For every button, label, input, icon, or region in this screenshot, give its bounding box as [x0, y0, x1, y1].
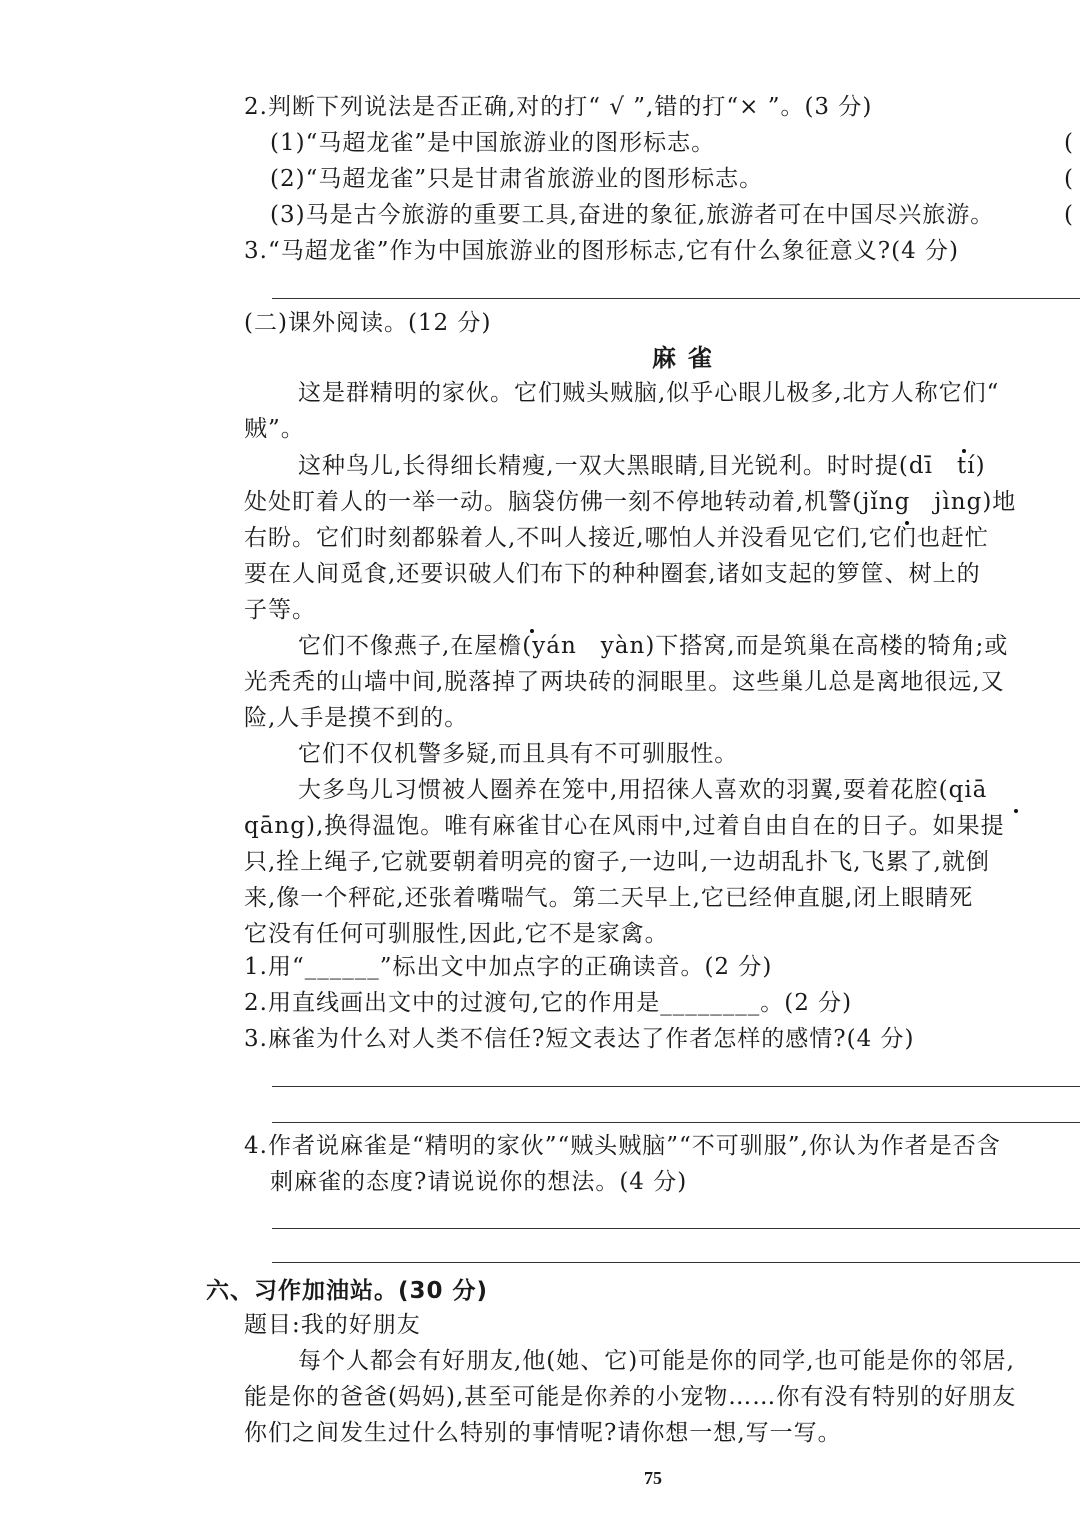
judge-item-3: (3)马是古今旅游的重要工具,奋进的象征,旅游者可在中国尽兴旅游。 [270, 202, 995, 228]
passage-line: 它们不像燕子,在屋檐(yán yàn)下搭窝,而是筑巢在高楼的犄角;或 [298, 633, 1009, 659]
question-3: 3.“马超龙雀”作为中国旅游业的图形标志,它有什么象征意义?(4 分) [244, 238, 959, 264]
passage-line: 光秃秃的山墙中间,脱落掉了两块砖的洞眼里。这些巢儿总是离地很远,又 [244, 669, 1005, 695]
passage-line: 只,拴上绳子,它就要朝着明亮的窗子,一边叫,一边胡乱扑飞,飞累了,就倒 [244, 849, 990, 875]
section-heading-extracurricular: (二)课外阅读。(12 分) [244, 310, 492, 336]
reading-question-2: 2.用直线画出文中的过渡句,它的作用是________。(2 分) [244, 990, 853, 1016]
answer-paren-2: ( [1064, 166, 1074, 192]
emphasis-dot [1014, 809, 1018, 813]
passage-line: 来,像一个秤砣,还张着嘴喘气。第二天早上,它已经伸直腿,闭上眼睛死 [244, 885, 974, 911]
answer-line [272, 298, 1080, 299]
passage-line: 大多鸟儿习惯被人圈养在笼中,用招徕人喜欢的羽翼,耍着花腔(qiā [298, 777, 988, 803]
writing-prompt-line: 能是你的爸爸(妈妈),甚至可能是你养的小宠物……你有没有特别的好朋友 [244, 1384, 1017, 1410]
passage-line: 这是群精明的家伙。它们贼头贼脑,似乎心眼儿极多,北方人称它们“ [298, 380, 1000, 406]
answer-line [272, 1122, 1080, 1123]
passage-title: 麻雀 [652, 343, 724, 372]
emphasis-dot [962, 449, 966, 453]
answer-line [272, 1262, 1080, 1263]
answer-paren-1: ( [1064, 130, 1074, 156]
question-2: 2.判断下列说法是否正确,对的打“ √ ”,错的打“× ”。(3 分) [244, 94, 873, 120]
passage-line: 它们不仅机警多疑,而且具有不可驯服性。 [298, 741, 739, 767]
judge-item-1: (1)“马超龙雀”是中国旅游业的图形标志。 [270, 130, 716, 156]
passage-line: 子等。 [244, 597, 316, 623]
writing-prompt-line: 每个人都会有好朋友,他(她、它)可能是你的同学,也可能是你的邻居, [298, 1348, 1015, 1374]
reading-question-1: 1.用“______”标出文中加点字的正确读音。(2 分) [244, 954, 773, 980]
passage-line: 要在人间觅食,还要识破人们布下的种种圈套,诸如支起的箩筐、树上的 [244, 561, 981, 587]
passage-line: 处处盯着人的一举一动。脑袋仿佛一刻不停地转动着,机警(jǐng jìng)地 [244, 489, 1017, 515]
passage-line: 它没有任何可驯服性,因此,它不是家禽。 [244, 921, 669, 947]
section-heading-writing: 六、习作加油站。(30 分) [206, 1278, 489, 1304]
answer-line [272, 1086, 1080, 1087]
page-number: 75 [644, 1468, 662, 1488]
passage-line: qāng),换得温饱。唯有麻雀甘心在风雨中,过着自由自在的日子。如果提 [244, 813, 1005, 839]
writing-topic: 题目:我的好朋友 [244, 1312, 421, 1338]
reading-question-3: 3.麻雀为什么对人类不信任?短文表达了作者怎样的感情?(4 分) [244, 1026, 915, 1052]
answer-line [272, 1228, 1080, 1229]
reading-question-4: 4.作者说麻雀是“精明的家伙”“贼头贼脑”“不可驯服”,你认为作者是否含 [244, 1133, 1001, 1159]
writing-prompt-line: 你们之间发生过什么特别的事情呢?请你想一想,写一写。 [244, 1420, 842, 1446]
answer-paren-3: ( [1064, 202, 1074, 228]
judge-item-2: (2)“马超龙雀”只是甘肃省旅游业的图形标志。 [270, 166, 764, 192]
emphasis-dot [905, 521, 909, 525]
passage-line: 险,人手是摸不到的。 [244, 705, 469, 731]
reading-question-4-cont: 刺麻雀的态度?请说说你的想法。(4 分) [270, 1169, 688, 1195]
emphasis-dot [530, 629, 534, 633]
passage-line: 这种鸟儿,长得细长精瘦,一双大黑眼睛,目光锐利。时时提(dī tí) [298, 453, 986, 479]
passage-line: 贼”。 [244, 416, 305, 442]
passage-line: 右盼。它们时刻都躲着人,不叫人接近,哪怕人并没看见它们,它们也赶忙 [244, 525, 989, 551]
